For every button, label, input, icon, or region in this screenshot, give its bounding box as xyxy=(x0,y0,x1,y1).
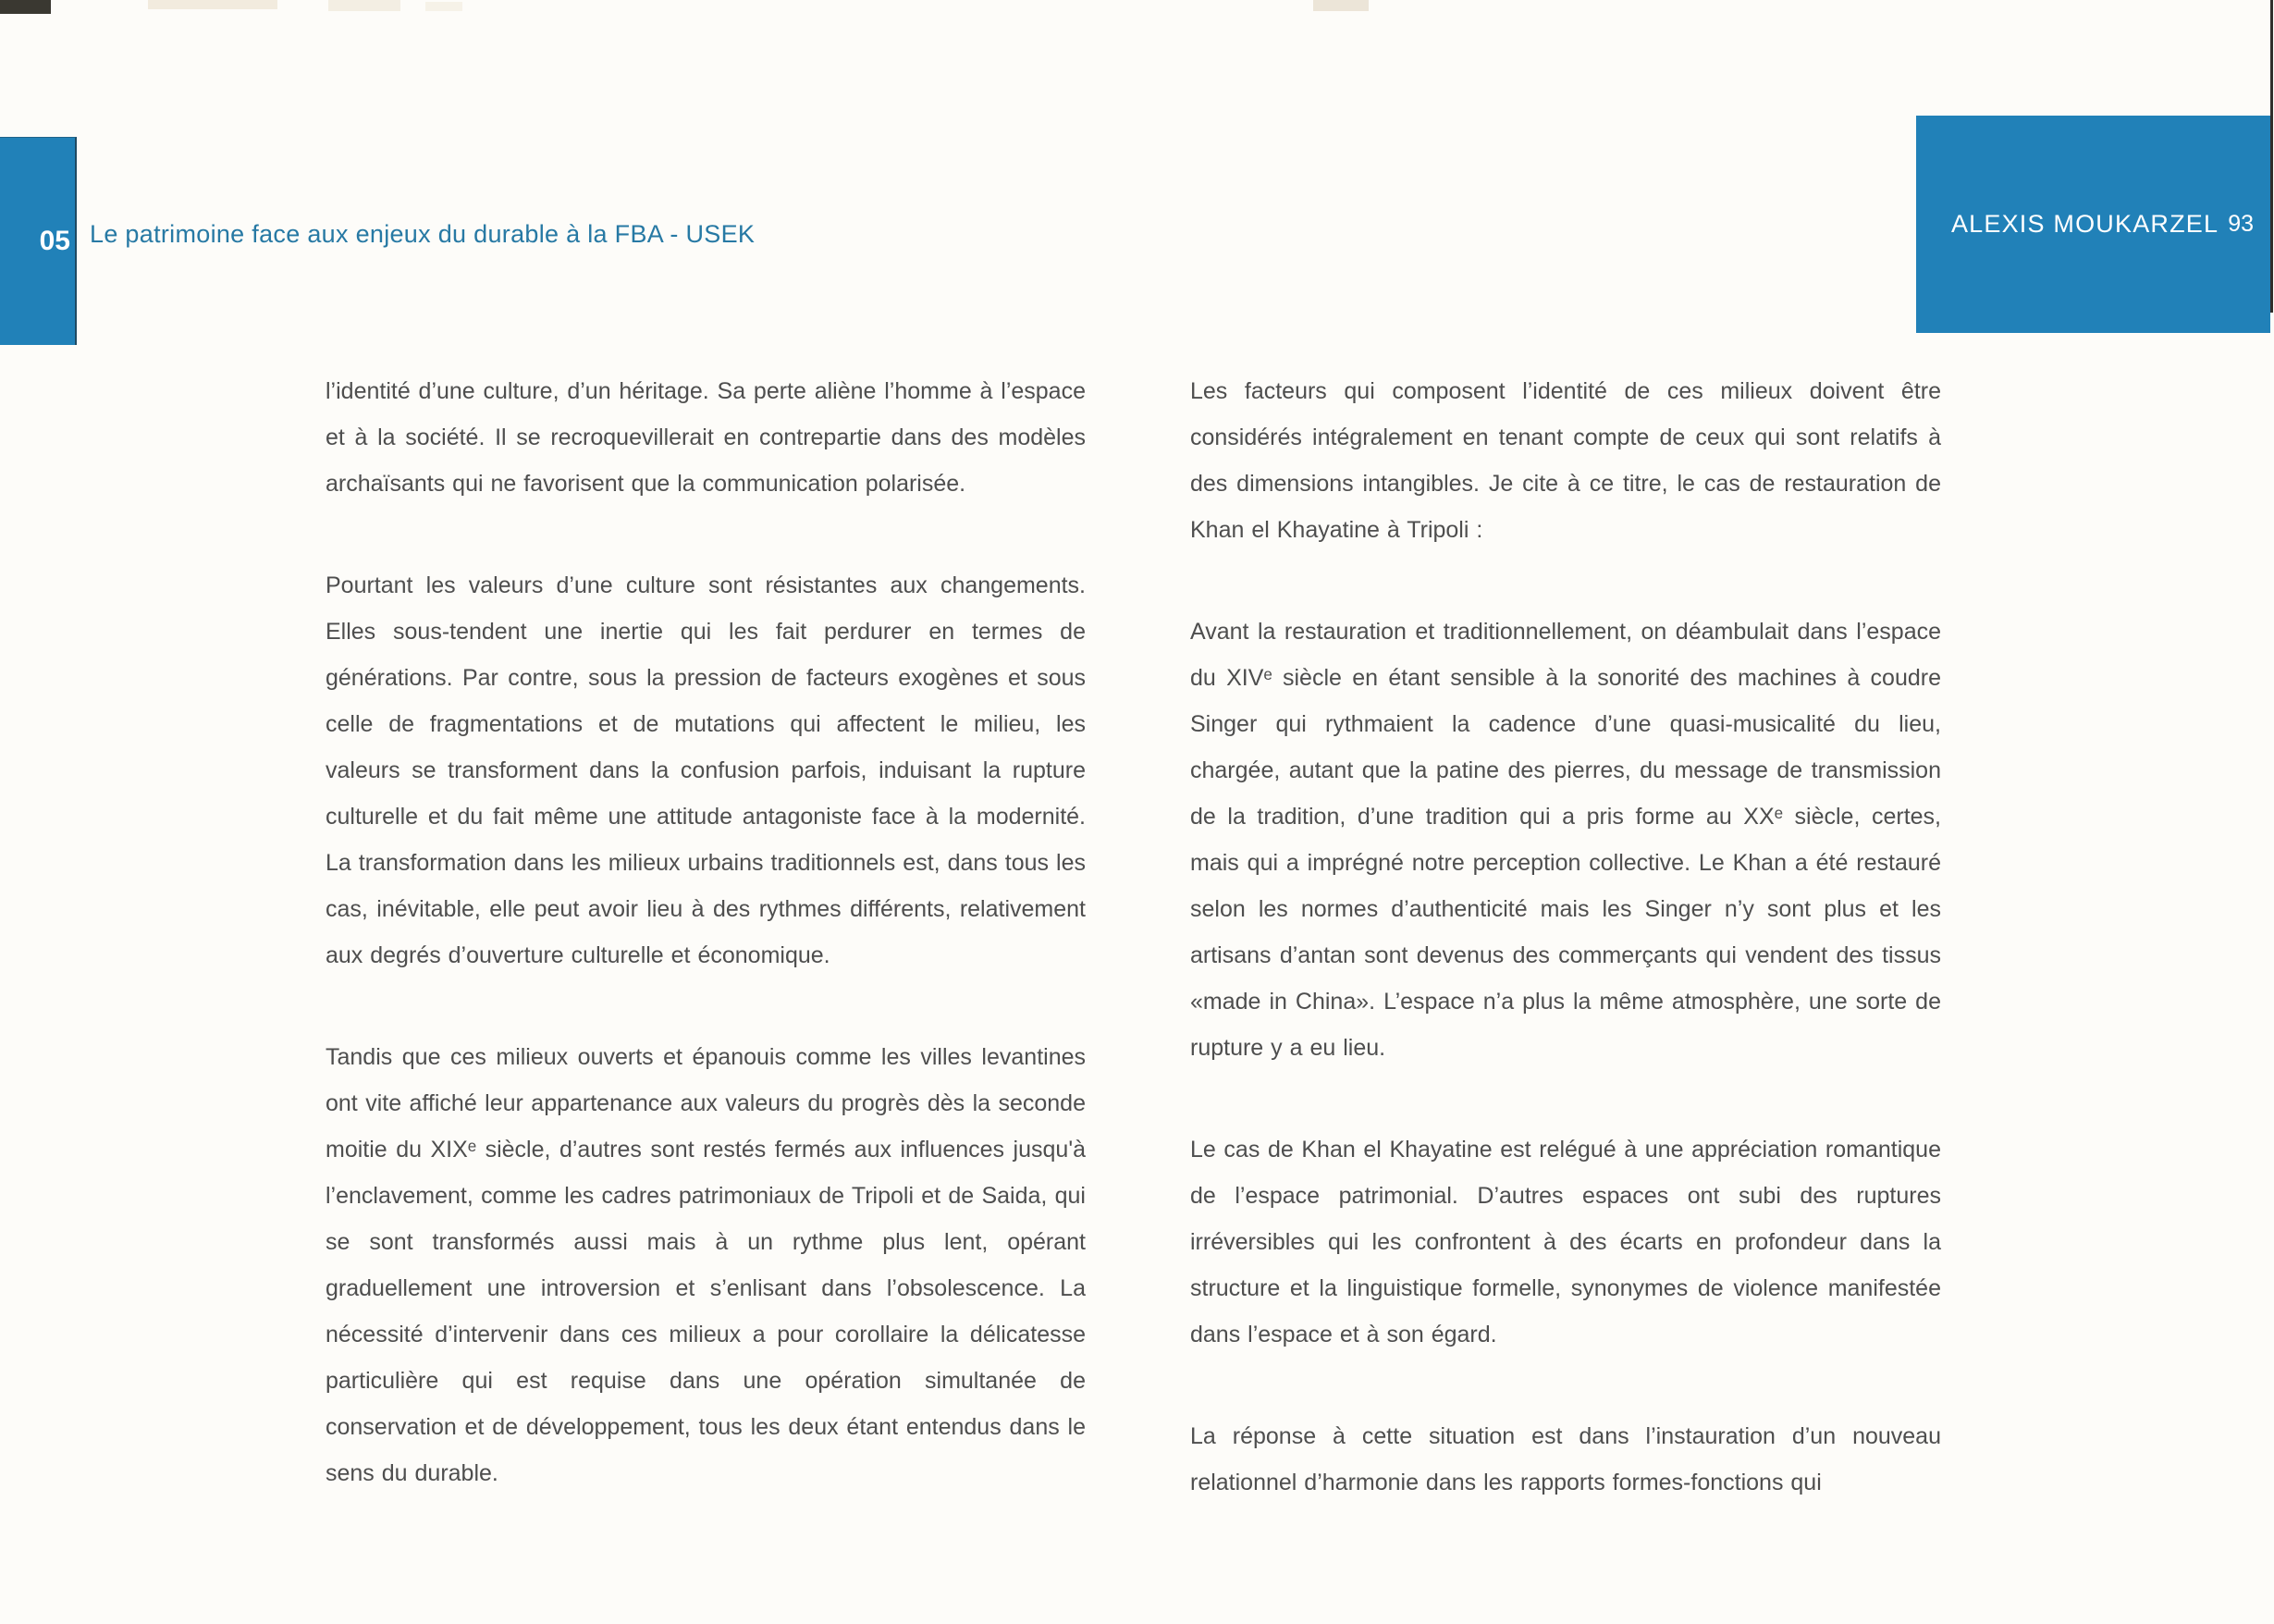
page-number: 93 xyxy=(2228,211,2254,237)
paragraph: La réponse à cette situation est dans l’instauration d’un nouveau relationnel d’harmonie dans les rapports formes-fonctions qui xyxy=(1190,1423,1941,1495)
page-edge-line xyxy=(2270,0,2273,313)
paragraph: Les facteurs qui composent l’identité de ces milieux doivent être considérés intégralement en tenant compte de ceux qui sont relatifs à des dimensions intangibles. Je cite à ce titre, le cas de restauration de Khan el Khayatine à Tripoli : xyxy=(1190,378,1941,543)
author-name: ALEXIS MOUKARZEL xyxy=(1950,210,2219,238)
paragraph: Pourtant les valeurs d’une culture sont résistantes aux changements. Elles sous-tendent une inertie qui les fait perdurer en termes de générations. Par contre, sous la pression de facteurs exogènes et sous celle de fragmentations et de mutations qui affectent le milieu, les valeurs se transforment dans la confusion parfois, induisant la rupture culturelle et du fait même une attitude antagoniste face à la modernité. La transformation dans les milieux urbains traditionnels est, dans tous les cas, inévitable, elle peut avoir lieu à des rythmes différents, relativement aux degrés d’ouverture culturelle et économique. xyxy=(326,572,1086,968)
left-text-column xyxy=(326,368,1086,1552)
chapter-title: Le patrimoine face aux enjeux du durable à la FBA - USEK xyxy=(90,220,756,248)
author-header-box xyxy=(1916,116,2270,333)
scan-artifact xyxy=(0,0,51,14)
scan-artifact xyxy=(1313,0,1369,11)
scan-artifact xyxy=(425,2,462,11)
scan-artifact xyxy=(328,0,400,11)
paragraph: l’identité d’une culture, d’un héritage. Sa perte aliène l’homme à l’espace et à la société. Il se recroquevillerait en contrepartie dans des modèles archaïsants qui ne favorisent que la communication polarisée. xyxy=(326,378,1086,497)
chapter-number: 05 xyxy=(39,226,70,256)
chapter-number-badge xyxy=(0,137,77,345)
paragraph: Tandis que ces milieux ouverts et épanouis comme les villes levantines ont vite affiché leur appartenance aux valeurs du progrès dès la seconde moitie du XIXᵉ siècle, d’autres sont restés fermés aux influences jusqu'à l’enclavement, comme les cadres patrimoniaux de Tripoli et de Saida, qui se sont transformés aussi mais à un rythme plus lent, opérant graduellement une introversion et s’enlisant dans l’obsolescence. La nécessité d’intervenir dans ces milieux a pour corollaire la délicatesse particulière qui est requise dans une opération simultanée de conservation et de développement, tous les deux étant entendus dans le sens du durable. xyxy=(326,1044,1086,1486)
paragraph: Avant la restauration et traditionnellement, on déambulait dans l’espace du XIVᵉ siècle en étant sensible à la sonorité des machines à coudre Singer qui rythmaient la cadence d’une quasi-musicalité du lieu, chargée, autant que la patine des pierres, du message de transmission de la tradition, d’une tradition qui a pris forme au XXᵉ siècle, certes, mais qui a imprégné notre perception collective. Le Khan a été restauré selon les normes d’authenticité mais les Singer n’y sont plus et les artisans d’antan sont devenus des commerçants qui vendent des tissus «made in China». L’espace n’a plus la même atmosphère, une sorte de rupture y a eu lieu. xyxy=(1190,619,1941,1061)
paragraph: Le cas de Khan el Khayatine est relégué à une appréciation romantique de l’espace patrimonial. D’autres espaces ont subi des ruptures irréversibles qui les confrontent à des écarts en profondeur dans la structure et la linguistique formelle, synonymes de violence manifestée dans l’espace et à son égard. xyxy=(1190,1137,1941,1347)
right-text-column xyxy=(1190,368,1941,1561)
scan-artifact xyxy=(148,0,277,9)
